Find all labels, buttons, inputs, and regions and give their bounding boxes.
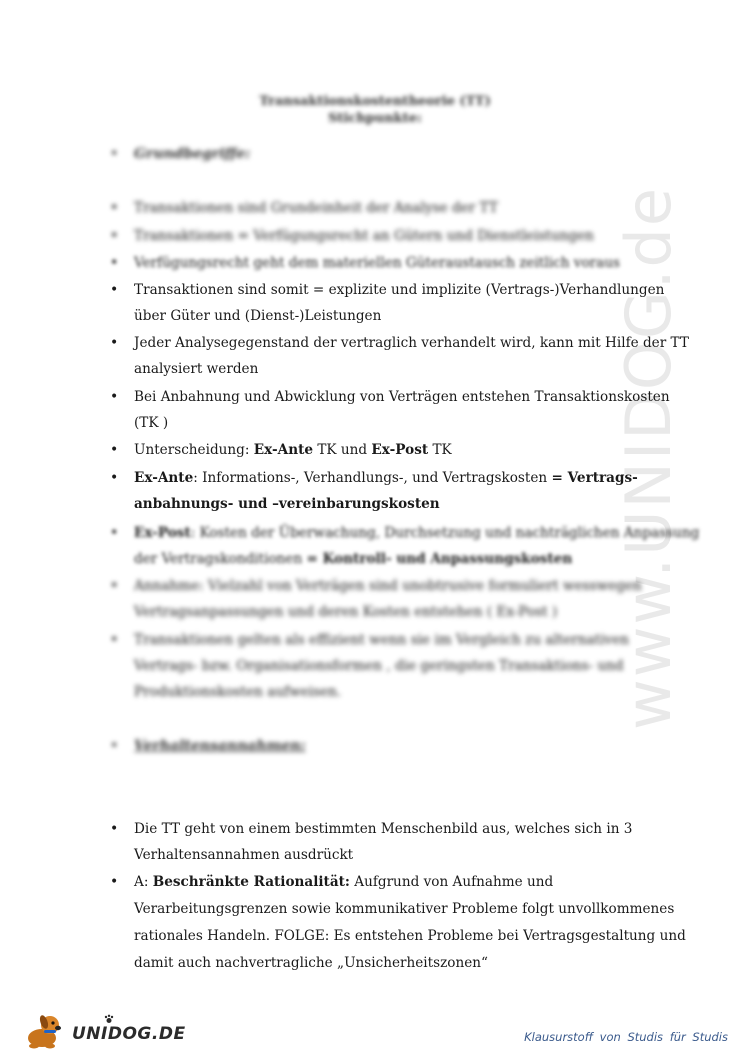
bold-term: = Vertrags- [551, 470, 638, 486]
list-item-text [134, 442, 452, 458]
list-item-text: Transaktionen sind somit = explizite und implizite (Vertrags-)Verhandlungen [134, 282, 665, 298]
text-run: Aufgrund von Aufnahme und [349, 874, 554, 890]
list-item-text: Produktionskosten aufweisen. [134, 684, 342, 700]
list-item-text: Transaktionen gelten als effizient wenn sie im Vergleich zu alternativen [134, 632, 630, 648]
text-run: TK [428, 442, 452, 458]
bullet: • [110, 470, 119, 486]
list-item-text: Transaktionen sind Grundeinheit der Analyse der TT [134, 200, 498, 216]
bullet: • [110, 632, 119, 648]
section-heading-text: Verhaltensannahmen: [134, 738, 306, 754]
list-item-text: Verhaltensannahmen ausdrückt [134, 847, 354, 863]
list-item-text: Vertragsanpassungen und deren Kosten entstehen ( Ex-Post ) [134, 604, 558, 620]
list-item-text: (TK ) [134, 415, 169, 431]
text-run: der Vertragskonditionen [134, 551, 307, 567]
bullet: • [110, 335, 119, 351]
list-item-text: über Güter und (Dienst-)Leistungen [134, 308, 382, 324]
list-item-text: Verarbeitungsgrenzen sowie kommunikativer Probleme folgt unvollkommenes [134, 901, 675, 917]
list-item-text: anbahnungs- und –vereinbarungskosten [134, 496, 440, 512]
text-run: A: [134, 874, 153, 890]
list-item-text [134, 874, 553, 890]
text-run: TK und [313, 442, 372, 458]
bullet: • [110, 738, 119, 754]
bullet: • [110, 282, 119, 298]
section-heading-text: Grundbegriffe: [134, 146, 251, 162]
text-run: : Kosten der Überwachung, Durchsetzung und nachträglichen Anpassung [190, 525, 700, 541]
text-run: Unterscheidung: [134, 442, 254, 458]
document-title: Transaktionskostentheorie (TT) [259, 94, 491, 109]
list-item-text: damit auch nachvertragliche „Unsicherheitszonen“ [134, 955, 488, 971]
bullet: • [110, 228, 119, 244]
bullet: • [110, 525, 119, 541]
list-item-text: analysiert werden [134, 361, 259, 377]
logo-text: UNIDOG.DE [72, 1024, 186, 1044]
bullet: • [110, 200, 119, 216]
watermark-text: www.UNIDOG.de [612, 186, 685, 730]
bullet: • [110, 442, 119, 458]
bold-term: Ex-Post [134, 525, 191, 541]
bullet: • [110, 389, 119, 405]
bullet: • [110, 578, 119, 594]
list-item-text: Vertrags- bzw. Organisationsformen , die geringsten Transaktions- und [134, 658, 624, 674]
list-item-text [134, 525, 699, 541]
list-item-text: Jeder Analysegegenstand der vertraglich verhandelt wird, kann mit Hilfe der TT [134, 335, 689, 351]
list-item-text [134, 470, 638, 486]
bullet: • [110, 821, 119, 837]
list-item-text: rationales Handeln. FOLGE: Es entstehen Probleme bei Vertragsgestaltung und [134, 928, 686, 944]
list-item-text [134, 551, 572, 567]
text-run: : Informations-, Verhandlungs-, und Vertragskosten [193, 470, 552, 486]
paw-icon [104, 1014, 114, 1024]
list-item-text: Verfügungsrecht geht dem materiellen Güteraustausch zeitlich voraus [134, 255, 620, 271]
list-item-text: Bei Anbahnung und Abwicklung von Verträgen entstehen Transaktionskosten [134, 389, 670, 405]
unidog-logo[interactable] [20, 1010, 190, 1050]
bullet: • [110, 146, 119, 162]
bold-term: Beschränkte Rationalität: [152, 874, 350, 890]
dog-icon [20, 1010, 72, 1050]
list-item-text: Annahme: Vielzahl von Verträgen sind unobtrusive formuliert wesswegen [134, 578, 642, 594]
list-item-text: Transaktionen = Verfügungsrecht an Gütern und Dienstleistungen [134, 228, 594, 244]
bold-term: Ex-Ante [253, 442, 314, 458]
bullet: • [110, 874, 119, 890]
document-subtitle: Stichpunkte: [328, 111, 422, 126]
bold-term: Ex-Post [371, 442, 429, 458]
list-item-text: Die TT geht von einem bestimmten Menschenbild aus, welches sich in 3 [134, 821, 633, 837]
footer-tagline: Klausurstoff von Studis für Studis [524, 1030, 728, 1044]
bullet: • [110, 255, 119, 271]
bold-term: Ex-Ante [134, 470, 194, 486]
bold-term: = Kontroll- und Anpassungskosten [306, 551, 573, 567]
